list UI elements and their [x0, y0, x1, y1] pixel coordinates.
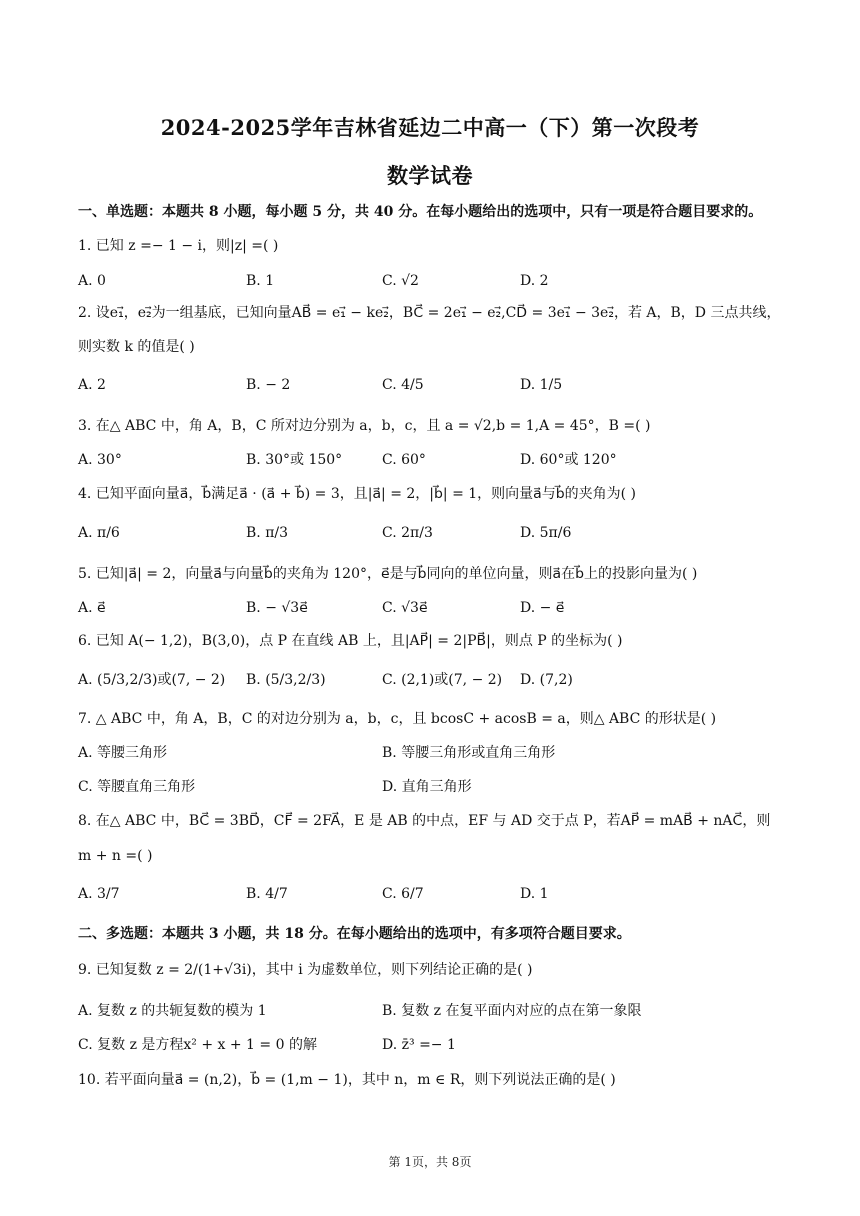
question-6-stem: 6. 已知 A(− 1,2)，B(3,0)，点 P 在直线 AB 上，且|AP⃗| = 2|PB⃗|，则点 P 的坐标为( ) [78, 633, 623, 649]
option-a: A. 0 [78, 273, 106, 289]
option-a: A. 等腰三角形 [78, 745, 168, 761]
option-d: D. 直角三角形 [382, 779, 472, 795]
exam-subtitle: 数学试卷 [387, 163, 473, 188]
question-3-stem: 3. 在△ ABC 中，角 A，B，C 所对边分别为 a，b，c，且 a = √2,b = 1,A = 45°，B =( ) [78, 418, 651, 434]
question-9-options-row1 [78, 1001, 820, 1025]
question-1-stem: 1. 已知 z =− 1 − i，则|z| =( ) [78, 238, 279, 254]
page-footer: 第 1页，共 8页 [388, 1155, 472, 1169]
question-8-options [78, 884, 820, 908]
exam-title: 2024-2025学年吉林省延边二中高一（下）第一次段考 [160, 115, 700, 140]
question-3-options [78, 450, 820, 474]
option-d: D. 1/5 [520, 377, 563, 393]
question-7-stem: 7. △ ABC 中，角 A，B，C 的对边分别为 a，b，c，且 bcosC + acosB = a，则△ ABC 的形状是( ) [78, 711, 717, 727]
option-b: B. 4/7 [246, 886, 288, 902]
option-a: A. 2 [78, 377, 106, 393]
option-c: C. (2,1)或(7, − 2) [382, 672, 503, 688]
option-a: A. 3/7 [78, 886, 120, 902]
option-b: B. 复数 z 在复平面内对应的点在第一象限 [382, 1003, 642, 1019]
question-2-stem: 2. 设e₁⃗，e₂⃗为一组基底，已知向量AB⃗ = e₁⃗ − ke₂⃗，BC⃗ = 2e₁⃗ − e₂⃗,CD⃗ = 3e₁⃗ − 3e₂⃗，若 A，B，D 三点共线， [78, 305, 781, 321]
option-a: A. π/6 [78, 525, 120, 541]
option-d: D. 60°或 120° [520, 452, 617, 468]
question-2-stem-cont: 则实数 k 的值是( ) [78, 339, 195, 355]
question-7-options-row1 [78, 743, 820, 767]
option-c: C. 复数 z 是方程x² + x + 1 = 0 的解 [78, 1037, 317, 1053]
option-b: B. (5/3,2/3) [246, 672, 326, 688]
question-2-options [78, 375, 820, 399]
question-8-stem-cont: m + n =( ) [78, 848, 153, 864]
option-b: B. − √3e⃗ [246, 600, 308, 616]
option-a: A. (5/3,2/3)或(7, − 2) [78, 672, 226, 688]
option-c: C. 6/7 [382, 886, 424, 902]
option-a: A. 复数 z 的共轭复数的模为 1 [78, 1003, 267, 1019]
question-5-stem: 5. 已知|a⃗| = 2，向量a⃗与向量b⃗的夹角为 120°，e⃗是与b⃗同向的单位向量，则a⃗在b⃗上的投影向量为( ) [78, 566, 698, 582]
option-d: D. z̄³ =− 1 [382, 1037, 456, 1053]
question-5-options [78, 598, 820, 622]
option-b: B. 30°或 150° [246, 452, 343, 468]
option-c: C. 2π/3 [382, 525, 433, 541]
option-b: B. − 2 [246, 377, 291, 393]
question-9-stem: 9. 已知复数 z = 2/(1+√3i)，其中 i 为虚数单位，则下列结论正确的是( ) [78, 962, 533, 978]
option-c: C. √3e⃗ [382, 600, 428, 616]
option-a: A. 30° [78, 452, 122, 468]
option-b: B. π/3 [246, 525, 289, 541]
question-4-options [78, 523, 820, 547]
option-a: A. e⃗ [78, 600, 106, 616]
question-6-options [78, 670, 820, 694]
question-8-stem: 8. 在△ ABC 中，BC⃗ = 3BD⃗，CF⃗ = 2FA⃗，E 是 AB 的中点，EF 与 AD 交于点 P，若AP⃗ = mAB⃗ + nAC⃗，则 [78, 813, 771, 829]
option-d: D. − e⃗ [520, 600, 565, 616]
section-multi-choice-header: 二、多选题：本题共 3 小题，共 18 分。在每小题给出的选项中，有多项符合题目要求。 [78, 926, 631, 942]
option-c: C. 60° [382, 452, 426, 468]
option-b: B. 1 [246, 273, 275, 289]
question-7-options-row2 [78, 777, 820, 801]
option-d: D. 5π/6 [520, 525, 572, 541]
option-d: D. (7,2) [520, 672, 573, 688]
option-d: D. 2 [520, 273, 549, 289]
option-c: C. √2 [382, 273, 419, 289]
option-d: D. 1 [520, 886, 549, 902]
section-single-choice-header: 一、单选题：本题共 8 小题，每小题 5 分，共 40 分。在每小题给出的选项中，只有一项是符合题目要求的。 [78, 204, 763, 220]
question-4-stem: 4. 已知平面向量a⃗，b⃗满足a⃗ · (a⃗ + b⃗) = 3，且|a⃗| = 2，|b⃗| = 1，则向量a⃗与b⃗的夹角为( ) [78, 486, 637, 502]
question-10-stem: 10. 若平面向量a⃗ = (n,2)，b⃗ = (1,m − 1)，其中 n，m ∈ R，则下列说法正确的是( ) [78, 1072, 616, 1088]
question-9-options-row2 [78, 1035, 820, 1059]
question-1-options [78, 271, 820, 295]
option-b: B. 等腰三角形或直角三角形 [382, 745, 556, 761]
option-c: C. 等腰直角三角形 [78, 779, 196, 795]
option-c: C. 4/5 [382, 377, 424, 393]
